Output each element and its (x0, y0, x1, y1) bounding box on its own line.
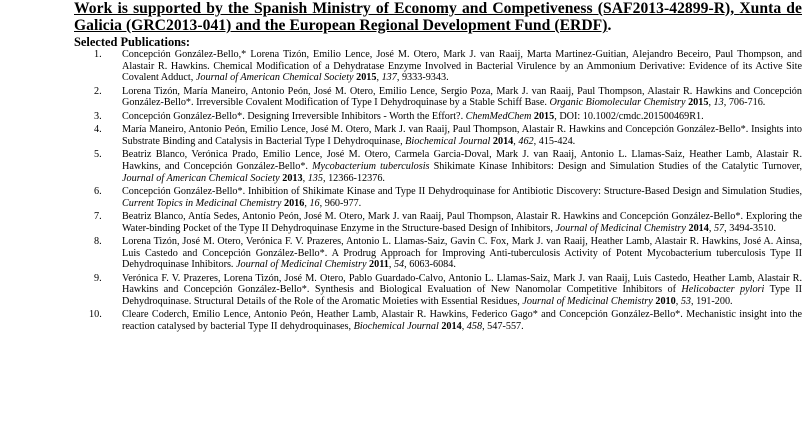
publication-pages: , 960-977. (319, 197, 362, 209)
publication-title: Shikimate Kinase Inhibitors: Design and Simulation Studies of the Catalytic Turnover, (429, 160, 803, 172)
publication-journal: Journal of American Chemical Society (122, 172, 280, 184)
publication-item: 2. Lorena Tizón, María Maneiro, Antonio Peón, José M. Otero, Emilio Lence, Sergio Poza, Mark J. van Raaij, Paul Thompson, Alastair R. Hawkins and Concepción González-Bello*. Irreversible Covalent Modification of Type I Dehydroquinase by a Stable Schiff Base. Organic Biomolecular Chemistry 2015, 13, 706-716. (94, 85, 802, 109)
publication-doi: , DOI: 10.1002/cmdc.201500469R1. (554, 110, 704, 122)
publication-authors-title: María Maneiro, Antonio Peón, Emilio Lence, José M. Otero, Mark J. van Raaij, Paul Thompson, Alastair R. Hawkins and Concepción González-Bello*. Insights into Substrate Binding and Catalysis in Bacterial Type I Dehydroquinase, (122, 124, 802, 147)
publication-pages: , 415-424. (533, 135, 576, 147)
publication-item: 9. Verónica F. V. Prazeres, Lorena Tizón, José M. Otero, Pablo Guardado-Calvo, Antonio L. Llamas-Saiz, Mark J. van Raaij, Luis Castedo, Heather Lamb, Alastair R. Hawkins and Concepción González-Bello*. Synthesis and Biological Evaluation of New Nanomolar Competitive Inhibitors of Helicobacter pylori Type II Dehydroquinase. Structural Details of the Role of the Aromatic Moieties with Essential Residues, Journal of Medicinal Chemistry 2010, 53, 191-200. (94, 272, 803, 307)
publication-authors-title: Concepción González-Bello*. Inhibition of Shikimate Kinase and Type II Dehydroquinase for Antibiotic Discovery: Structure-Based Design and Simulation Studies, (122, 185, 802, 197)
publication-volume: 458 (466, 321, 483, 333)
publication-journal: Current Topics in Medicinal Chemistry (122, 197, 282, 209)
publication-number: 10. (89, 309, 102, 321)
publication-species: Mycobacterium tuberculosis (312, 160, 430, 172)
publication-item: 6. Concepción González-Bello*. Inhibition of Shikimate Kinase and Type II Dehydroquinase for Antibiotic Discovery: Structure-Based Design and Simulation Studies, Current Topics in Medicinal Chemistry 2016, 16, 960-977. (94, 185, 802, 209)
publication-year: 2010 (655, 296, 676, 307)
publication-year: 2015 (356, 72, 377, 84)
publication-item: 4. María Maneiro, Antonio Peón, Emilio Lence, José M. Otero, Mark J. van Raaij, Paul Thompson, Alastair R. Hawkins and Concepción González-Bello*. Insights into Substrate Binding and Catalysis in Bacterial Type I Dehydroquinase, Biochemical Journal 2014, 462, 415-424. (94, 124, 802, 147)
publication-volume: 135 (307, 172, 323, 184)
publication-pages: , 6063-6084. (404, 259, 456, 271)
publication-pages: , 9333-9343. (396, 72, 449, 84)
publication-journal: Journal of Medicinal Chemistry (522, 296, 653, 307)
publication-number: 8. (94, 236, 102, 248)
publication-pages: , 12366-12376. (322, 172, 385, 184)
publication-item: 1. Concepción González-Bello,* Lorena Tizón, Emilio Lence, José M. Otero, Mark J. van Raaij, Marta Martinez-Guitian, Alejandro Beceiro, Paul Thompson, and Alastair R. Hawkins. Chemical Modification of a Dehydratase Enzyme Involved in Bacterial Virulence by an Ammonium Derivative: Evidence of its Active Site Covalent Adduct, Journal of American Chemical Society 2015, 137, 9333-9343. (94, 49, 802, 84)
publication-number: 1. (94, 49, 102, 60)
publication-volume: 13 (713, 97, 724, 109)
publication-journal: Biochemical Journal (353, 321, 439, 333)
publication-item: 5. Beatriz Blanco, Verónica Prado, Emilio Lence, José M. Otero, Carmela Garcia-Doval, Mark J. van Raaij, Antonio L. Llamas-Saiz, Heather Lamb, Alastair R. Hawkins, and Concepción González-Bello*. Mycobacterium tuberculosis Shikimate Kinase Inhibitors: Design and Simulation Studies of the Catalytic Turnover, Journal of American Chemical Society 2013, 135, 12366-12376. (94, 149, 803, 184)
publication-authors-title: Lorena Tizón, María Maneiro, Antonio Peón, José M. Otero, Emilio Lence, Sergio Poza, Mark J. van Raaij, Paul Thompson, Alastair R. Hawkins and Concepción González-Bello*. Irreversible Covalent Modification of Type I Dehydroquinase by a Stable Schiff Base. (122, 85, 802, 109)
publication-number: 7. (94, 211, 102, 223)
publication-year: 2014 (688, 222, 709, 234)
publication-journal: Journal of Medicinal Chemistry (236, 259, 367, 271)
publication-volume: 137 (381, 72, 397, 84)
publication-number: 3. (94, 110, 102, 122)
publication-volume: 53 (680, 296, 691, 307)
publication-number: 6. (94, 185, 102, 197)
publication-pages: , 3494-3510. (724, 222, 776, 234)
publication-journal: Journal of American Chemical Society (195, 72, 354, 84)
publication-item: 10. Cleare Coderch, Emilio Lence, Antonio Peón, Heather Lamb, Alastair R. Hawkins, Federico Gago* and Concepción González-Bello*. Mechanistic insight into the reaction catalysed by bacterial Type II dehydroquinases, Biochemical Journal 2014, 458, 547-557. (89, 309, 802, 333)
publication-year: 2015 (688, 97, 709, 109)
publication-pages: , 547-557. (482, 321, 524, 333)
publication-journal: Journal of Medicinal Chemistry (555, 222, 686, 234)
publication-volume: 462 (518, 135, 534, 147)
publication-year: 2015 (533, 110, 555, 122)
publication-authors-title: Lorena Tizón, José M. Otero, Verónica F. V. Prazeres, Antonio L. Llamas-Saiz, Gavin C. Fox, Mark J. van Raaij, Heather Lamb, Alastair R. Hawkins, José A. Ainsa, Luis Castedo and Concepción González-Bello*. A Prodrug Approach for Improving Anti-tuberculosis Activity of Potent Mycobacterium tuberculosis Type II Dehydroquinase Inhibitors. (122, 236, 802, 271)
funding-heading (74, 0, 802, 34)
publication-pages: , 191-200. (691, 296, 733, 307)
publication-authors-title: Cleare Coderch, Emilio Lence, Antonio Peón, Heather Lamb, Alastair R. Hawkins, Federico Gago* and Concepción González-Bello*. Mechanistic insight into the reaction catalysed by bacterial Type II dehydroquinases, (122, 309, 802, 333)
publication-item: 8. Lorena Tizón, José M. Otero, Verónica F. V. Prazeres, Antonio L. Llamas-Saiz, Gavin C. Fox, Mark J. van Raaij, Heather Lamb, Alastair R. Hawkins, José A. Ainsa, Luis Castedo and Concepción González-Bello*. A Prodrug Approach for Improving Anti-tuberculosis Activity of Potent Mycobacterium tuberculosis Type II Dehydroquinase Inhibitors. Journal of Medicinal Chemistry 2011, 54, 6063-6084. (94, 236, 802, 271)
publication-authors-title: Concepción González-Bello,* Lorena Tizón, Emilio Lence, José M. Otero, Mark J. van Raaij, Marta Martinez-Guitian, Alejandro Beceiro, Paul Thompson, and Alastair R. Hawkins. Chemical Modification of a Dehydratase Enzyme Involved in Bacterial Virulence by an Ammonium Derivative: Evidence of its Active Site Covalent Adduct, (122, 49, 802, 84)
funding-heading-line-1: Work is supported by the Spanish Ministry of Economy and Competiveness (SAF2013-42899-R), (74, 0, 735, 17)
publication-journal: ChemMedChem (465, 110, 532, 122)
publication-number: 9. (94, 272, 102, 284)
publication-year: 2011 (369, 259, 389, 271)
publication-volume: 16 (309, 197, 320, 209)
publication-authors: Beatriz Blanco, Verónica Prado, Emilio Lence, José M. Otero, Carmela Garcia-Doval, Mark J. van Raaij, Antonio L. Llamas-Saiz, Heather Lamb, Alastair R. Hawkins, and Concepción González-Bello*. (122, 149, 802, 172)
publication-volume: 57 (713, 222, 725, 234)
publication-journal: Organic Biomolecular Chemistry (549, 97, 686, 109)
publication-item: 7. Beatriz Blanco, Antía Sedes, Antonio Peón, José M. Otero, Mark J. van Raaij, Paul Thompson, Alastair R. Hawkins and Concepción González-Bello*. Exploring the Water-binding Pocket of the Type II Dehydroquinase Enzyme in the Structure-based Design of Inhibitors, Journal of Medicinal Chemistry 2014, 57, 3494-3510. (94, 211, 802, 234)
publication-year: 2016 (283, 197, 305, 209)
publication-pages: , 706-716. (723, 97, 766, 109)
publication-authors-title: Concepción González-Bello*. Designing Irreversible Inhibitors - Worth the Effort?. (122, 110, 466, 122)
publication-list (74, 49, 802, 333)
publication-year: 2013 (282, 172, 303, 184)
publication-journal: Biochemical Journal (405, 135, 491, 147)
publication-number: 4. (94, 124, 102, 136)
publication-number: 5. (94, 149, 102, 161)
publication-year: 2014 (441, 321, 462, 333)
publication-species: Helicobacter pylori (681, 284, 765, 296)
publication-title: Type II Dehydroquinase. Structural Details of the Role of the Aromatic Moieties with Essential Residues, (122, 284, 803, 307)
publication-authors: Verónica F. V. Prazeres, Lorena Tizón, José M. Otero, Pablo Guardado-Calvo, Antonio L. Llamas-Saiz, Mark J. van Raaij, Luis Castedo, Heather Lamb, Alastair R. Hawkins and Concepción González-Bello*. Synthesis and Biological Evaluation of New Nanomolar Competitive Inhibitors of (122, 272, 802, 296)
publication-year: 2014 (492, 135, 514, 147)
funding-heading-line-2: Xunta de Galicia (GRC2013-041) and the European Regional Development Fund (ERDF) (74, 0, 802, 34)
publication-volume: 54 (393, 259, 405, 271)
selected-publications-heading: Selected Publications: (74, 35, 190, 49)
publication-item (74, 111, 802, 123)
publication-authors-title: Beatriz Blanco, Antía Sedes, Antonio Peón, José M. Otero, Mark J. van Raaij, Paul Thompson, Alastair R. Hawkins and Concepción González-Bello*. Exploring the Water-binding Pocket of the Type II Dehydroquinase Enzyme in the Structure-based Design of Inhibitors, (122, 211, 802, 234)
publication-number: 2. (94, 85, 102, 97)
funding-heading-period: . (607, 17, 612, 34)
